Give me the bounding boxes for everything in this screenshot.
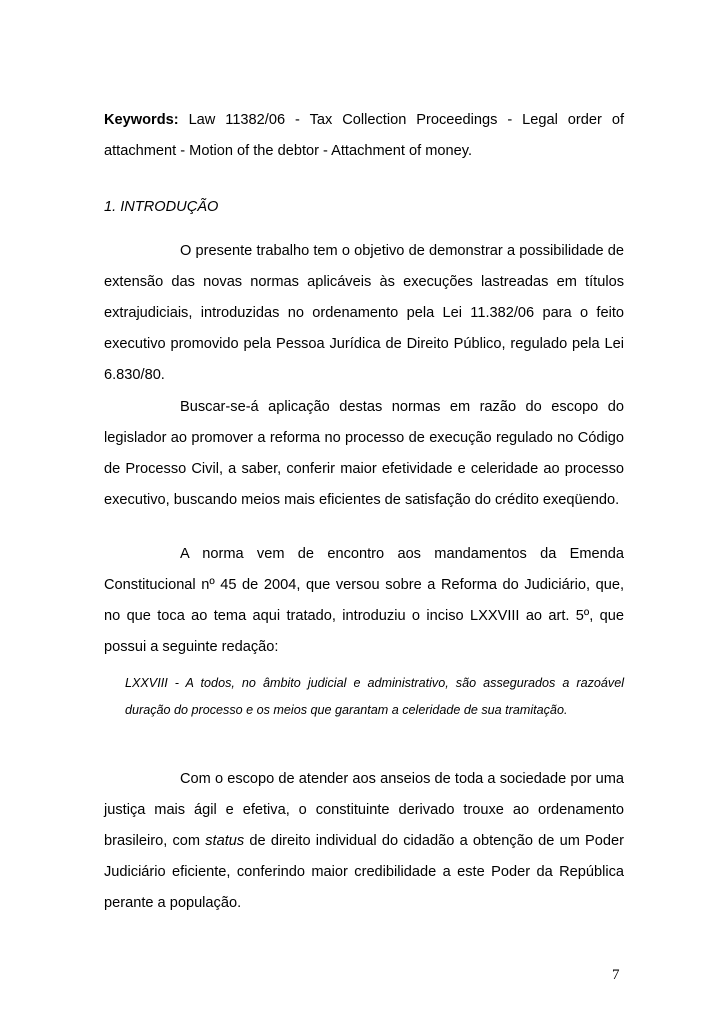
paragraph-4-text-end: de direito individual do cidadão a obtenção de um Poder Judiciário eficiente, conferindo maior credibilidade a este Poder da República perante a população.: [104, 833, 625, 911]
body-paragraph-1: O presente trabalho tem o objetivo de demonstrar a possibilidade de extensão das novas normas aplicáveis às execuções lastreadas em títulos extrajudiciais, introduzidas no ordenamento pela Lei 11.382/06 para o feito executivo promovido pela Pessoa Jurídica de Direito Público, regulado pela Lei 6.830/80.: [104, 243, 624, 383]
body-paragraph-2: Buscar-se-á aplicação destas normas em razão do escopo do legislador ao promover a reforma no processo de execução regulado no Código de Processo Civil, a saber, conferir maior efetividade e celeridade ao processo executivo, buscando meios mais eficientes de satisfação do crédito exeqüendo.: [104, 399, 624, 508]
paragraph-4-emphasis: status: [205, 833, 245, 849]
paragraph-4-text-start: Com o escopo de atender aos anseios de toda a sociedade por uma justiça mais ágil e efetiva, o constituinte derivado trouxe ao ordenamento brasileiro, com: [104, 771, 624, 849]
section-heading: 1. INTRODUÇÃO: [104, 199, 219, 215]
body-paragraph-3: A norma vem de encontro aos mandamentos da Emenda Constitucional nº 45 de 2004, que versou sobre a Reforma do Judiciário, que, no que toca ao tema aqui tratado, introduziu o inciso LXXVIII ao art. 5º, que possui a seguinte redação:: [104, 546, 624, 655]
page-number: 7: [612, 967, 620, 983]
legal-quote: LXXVIII - A todos, no âmbito judicial e administrativo, são assegurados a razoável duração do processo e os meios que garantam a celeridade de sua tramitação.: [125, 676, 624, 717]
body-paragraph-4: [104, 764, 624, 919]
keywords-label: Keywords:: [104, 112, 179, 128]
keywords-paragraph: [104, 105, 624, 167]
keywords-text: Law 11382/06 - Tax Collection Proceedings - Legal order of attachment - Motion of the debtor - Attachment of money.: [104, 112, 624, 159]
